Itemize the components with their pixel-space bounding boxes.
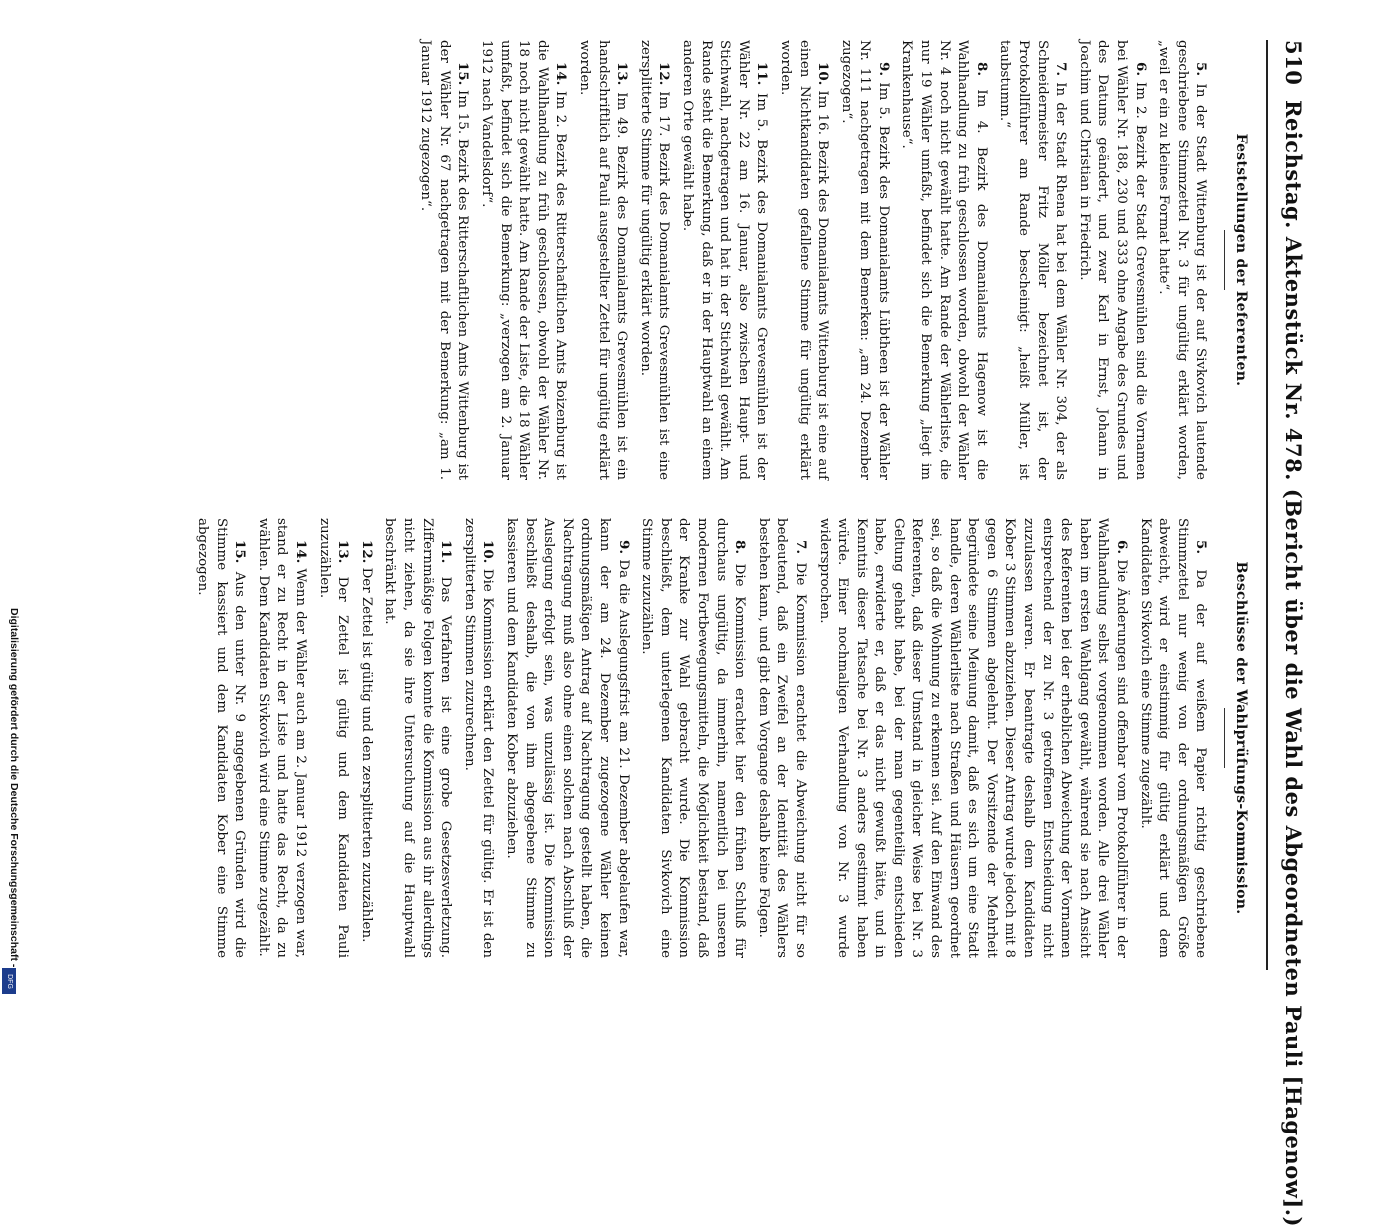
paragraph-text: Im 15. Bezirk des Ritterschaftlichen Amts Wittenburg ist der Wähler Nr. 67 nachgetragen mit der Bemerkung: „am 1. Januar 1912 zugezogen“. [418, 40, 471, 480]
paragraph [501, 518, 632, 958]
paragraph-number: 12. [358, 540, 375, 564]
header-rule [1266, 40, 1268, 970]
paragraph [775, 40, 832, 480]
right-column-heading: Beschlüsse der Wahlprüfungs-Kommission. [1233, 561, 1249, 915]
paragraph [836, 40, 893, 480]
paragraph-text: Der Zettel ist gültig und dem Kandidaten Pauli zuzuzählen. [316, 518, 351, 958]
paragraph-number: 5. [1193, 62, 1210, 76]
paragraph-number: 10. [815, 62, 832, 86]
paragraph [476, 40, 570, 480]
paragraph-text: Aus den unter Nr. 9 angegebenen Gründen wird die Stimme kassiert und dem Kandidaten Kober eine Stimme abgezogen. [195, 518, 248, 958]
referee-findings-column [412, 40, 1250, 480]
paragraph-number: 11. [754, 62, 771, 86]
paragraph-text: Im 17. Bezirk des Domanialamts Grevesmühlen ist eine zersplitterte Stimme für ungültig erklärt worden. [637, 40, 672, 480]
paragraph-number: 5. [1193, 540, 1210, 554]
paragraph-text: Im 49. Bezirk des Domanialamts Grevesmühlen ist ein handschriftlich auf Pauli ausgestellter Zettel für ungültig erklärt worden. [577, 40, 630, 480]
paragraph [314, 518, 352, 958]
paragraph [1135, 518, 1210, 958]
paragraph-number: 15. [232, 540, 249, 564]
paragraph-number: 15. [455, 62, 472, 86]
paragraph [574, 40, 631, 480]
paragraph [193, 518, 250, 958]
paragraph-text: Das Verfahren ist eine grobe Gesetzesverletzung. Ziffernmäßige Folgen konnte die Kommission aus ihr allerdings nicht ziehen, da sie ihre Untersuchung auf die Hauptwahl beschränkt hat. [382, 518, 454, 958]
paragraph [380, 518, 455, 958]
paragraph-text: Im 16. Bezirk des Domanialamts Wittenburg ist eine auf einen Nichtkandidaten gefallene Stimme für ungültig erklärt worden. [777, 40, 831, 480]
funding-note [4, 608, 24, 998]
paragraph-text: Die Änderungen sind offenbar vom Protokollführer in der Wahlhandlung selbst vorgenommen worden. Alle drei Wähler haben im ersten Wahlgang gewählt, während sie nach Ansicht des Referenten bei der erheblichen Abweichung der Vornamen entsprechend der zu Nr. 3 getroffenen Entscheidung nicht zuzulassen waren. Er beantragte deshalb dem Kandidaten Kober 3 Stimmen abzuziehen. Dieser Antrag wurde jedoch mit 8 gegen 6 Stimmen abgelehnt. Der Vorsitzende der Mehrheit begründete seine Meinung damit, daß es sich um eine Stadt handle, deren Wählerliste nach Straßen und Häusern geordnet sei, so daß die Wohnung zu erkennen sei. Auf den Einwand des Referenten, daß dieser Umstand in gleicher Weise bei Nr. 3 Geltung gehabt habe, bei der man gegenteilig entschieden habe, erwiderte er, daß er das nicht gewußt hätte, und in Kenntnis dieser Tatsache bei Nr. 3 anders gestimmt haben würde. Einer nochmaligen Verhandlung von Nr. 3 wurde widersprochen. [816, 518, 1130, 958]
paragraph-text: Der Zettel ist gültig und den zersplitterten zuzuzählen. [358, 567, 374, 943]
dfg-logo-text: DFG [5, 973, 13, 989]
paragraph [637, 518, 750, 958]
paragraph-text: Im 5. Bezirk des Domanialamts Grevesmühlen ist der Wähler Nr. 22 am 16. Januar, also zwischen Haupt- und Stichwahl, nachgetragen und hat in der Stichwahl gewählt. Am Rande steht die Bemerkung, daß er in der Hauptwahl an einem anderen Orte gewählt habe. [679, 40, 770, 480]
paragraph-text: In der Stadt Wittenburg ist der auf Sivkovich lautende geschriebene Stimmzettel Nr. 3 für ungültig erklärt worden, „weil er ein zu kleines Format hatte“. [1156, 40, 1209, 480]
paragraph-number: 14. [553, 62, 570, 86]
paragraph [897, 40, 991, 480]
paragraph-number: 13. [614, 62, 631, 86]
paragraph-text: Im 4. Bezirk des Domanialamts Hagenow ist die Wahlhandlung zu früh geschlossen worden, obwohl der Wähler Nr. 4 noch nicht gewählt hatte. Am Rande der Wählerliste, die nur 19 Wähler umfaßt, befindet sich die Bemerkung „liegt im Krankenhause“. [899, 40, 989, 480]
paragraph-text: Die Kommission erachtet hier den frühen Schluß für durchaus ungültig, da immerhin, namentlich bei unseren modernen Fortbewegungsmitteln, die Möglichkeit bestand, daß der Kranke zur Wahl gebracht wurde. Die Kommission beschließt, dem unterlegenen Kandidaten Sivkovich eine Stimme zuzuzählen. [639, 518, 748, 958]
heading-divider [1224, 230, 1225, 290]
paragraph [995, 40, 1070, 480]
page-number: 510 [1281, 40, 1306, 86]
paragraph-text: Im 2. Bezirk des Ritterschaftlichen Amts Boizenburg ist die Wahlhandlung zu früh geschlossen, obwohl der Wähler Nr. 18 noch nicht gewählt hatte. Am Rande der Liste, die 18 Wähler umfaßt, befindet sich die Bemerkung: „verzogen am 2. Januar 1912 nach Vandelsdorf“. [479, 40, 569, 480]
paragraph [753, 518, 810, 958]
heading-divider [1224, 708, 1225, 768]
paragraph-number: 7. [792, 540, 809, 554]
paragraph [253, 518, 310, 958]
paragraph-number: 10. [480, 540, 497, 564]
paragraph-number: 6. [1114, 540, 1131, 554]
paragraph-number: 9. [615, 540, 632, 554]
paragraph-text: Die Kommission erachtet die Abweichung nicht für so bedeutend, daß ein Zweifel an der Identität des Wählers bestehen kann, und gibt dem Vorgange deshalb keine Folgen. [755, 518, 808, 958]
paragraph-text: Im 2. Bezirk der Stadt Grevesmühlen sind die Vornamen bei Wähler Nr. 188, 230 und 333 ohne Angabe des Grundes und des Datums geändert, und zwar Karl in Ernst, Johann in Joachim und Christian in Friedrich. [1076, 40, 1148, 480]
paragraph-number: 8. [973, 62, 990, 76]
rotated-page-content [60, 40, 1310, 1227]
paragraph-text: Da der auf weißem Papier richtig geschriebene Stimmzettel nur wenig von der ordnungsmäßigen Größe abweicht, wird er einstimmig für gültig erklärt und dem Kandidaten Sivkovich eine Stimme zugezählt. [1137, 518, 1209, 958]
paragraph [1074, 40, 1149, 480]
page-header [1270, 40, 1310, 1227]
paragraph-text: Wenn der Wähler auch am 2. Januar 1912 verzogen war, stand er zu Recht in der Liste und hatte das Recht, da zu wählen. Dem Kandidaten Sivkovich wird eine Stimme zugezählt. [255, 518, 309, 958]
paragraph [814, 518, 1131, 958]
paragraph [635, 40, 673, 480]
paragraph-text: In der Stadt Rhena hat bei dem Wähler Nr. 304, der als Schneidermeister Fritz Möller bezeichnet ist, der Protokollführer am Rande bescheinigt: „heißt Müller, ist taubstumm.“ [997, 40, 1069, 480]
paragraph-number: 11. [438, 540, 455, 564]
paragraph [1154, 40, 1211, 480]
dfg-logo [2, 968, 16, 994]
funding-note-text: Digitalisierung gefördert durch die Deutsche Forschungsgemeinschaft - [8, 608, 20, 968]
paragraph [356, 518, 376, 958]
paragraph-text: Da die Auslegungsfrist am 21. Dezember abgelaufen war, kann der am 24. Dezember zugezogene Wähler keinen ordnungsmäßigen Antrag auf Nachtragung gestellt haben, die Nachtragung muß also ohne einen solchen nach Abschluß der Auslegung erfolgt sein, was unzulässig ist. Die Kommission beschließt deshalb, die von ihm abgegebene Stimme zu kassieren und dem Kandidaten Kober abzuziehen. [504, 518, 631, 958]
paragraph [416, 40, 473, 480]
paragraph-number: 12. [656, 62, 673, 86]
page-title: Reichstag. Aktenstück Nr. 478. (Bericht über die Wahl des Abgeordneten Pauli [Hagenow].) [1281, 100, 1306, 1227]
paragraph-text: Im 5. Bezirk des Domanialamts Lübtheen ist der Wähler Nr. 111 nachgetragen mit dem Bemerken: „am 24. Dezember zugezogen“. [838, 40, 891, 480]
left-column-heading: Feststellungen der Referenten. [1233, 133, 1249, 387]
paragraph [677, 40, 771, 480]
paragraph-number: 6. [1132, 62, 1149, 76]
paragraph-number: 13. [335, 540, 352, 564]
paragraph-number: 14. [293, 540, 310, 564]
paragraph-text: Die Kommission erklärt den Zettel für gültig. Er ist den zersplitterten Stimmen zuzurechnen. [461, 518, 496, 958]
paragraph-number: 7. [1053, 62, 1070, 76]
paragraph-number: 8. [732, 540, 749, 554]
commission-decisions-column [189, 518, 1250, 958]
paragraph [459, 518, 497, 958]
paragraph-number: 9. [875, 62, 892, 76]
